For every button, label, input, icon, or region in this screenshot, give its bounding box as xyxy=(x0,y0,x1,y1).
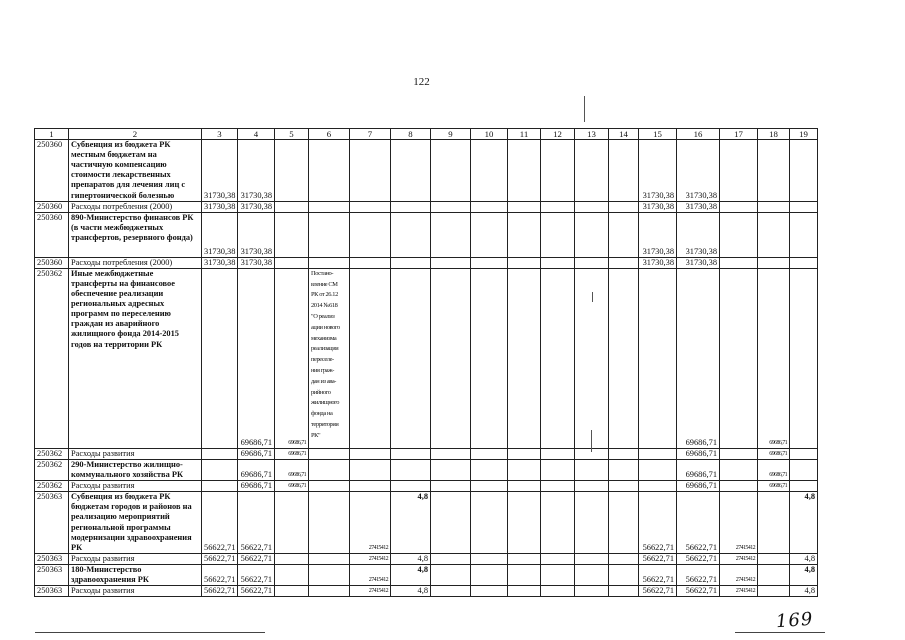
header-cell: 5 xyxy=(275,129,309,140)
note-line: Постано- xyxy=(311,269,334,277)
note-line: фонда на xyxy=(311,410,333,418)
value-cell: 56622,71 xyxy=(639,553,677,564)
footer-rule xyxy=(735,632,825,633)
empty-cell xyxy=(541,481,575,492)
value-cell: 27415412 xyxy=(720,564,758,585)
header-cell: 19 xyxy=(790,129,818,140)
value-cell xyxy=(275,201,309,212)
empty-cell xyxy=(609,257,639,268)
empty-cell xyxy=(471,201,508,212)
empty-cell xyxy=(471,268,508,448)
row-name: 180-Министерство здравоохранения РК xyxy=(69,564,202,585)
value-cell xyxy=(639,481,677,492)
empty-cell xyxy=(309,553,350,564)
value-cell: 27415412 xyxy=(720,586,758,597)
empty-cell xyxy=(471,459,508,480)
value-cell xyxy=(350,268,391,448)
value-cell xyxy=(350,201,391,212)
value-cell: 31730,38 xyxy=(238,257,275,268)
note-line: территории xyxy=(311,421,339,428)
empty-cell xyxy=(609,459,639,480)
value-cell xyxy=(720,448,758,459)
empty-cell xyxy=(431,257,471,268)
value-cell xyxy=(391,481,431,492)
value-cell: 69686,71 xyxy=(758,459,790,480)
note-line: жилищного xyxy=(311,399,340,407)
header-cell: 12 xyxy=(541,129,575,140)
table-row xyxy=(35,481,818,492)
value-cell: 56622,71 xyxy=(677,564,720,585)
table-row xyxy=(35,459,818,480)
header-cell: 1 xyxy=(35,129,69,140)
empty-cell xyxy=(431,586,471,597)
value-cell: 4,8 xyxy=(790,492,818,554)
empty-cell xyxy=(431,492,471,554)
note-line: ации нового xyxy=(311,323,340,331)
header-cell: 2 xyxy=(69,129,202,140)
table-row xyxy=(35,212,818,257)
value-cell: 56622,71 xyxy=(677,553,720,564)
value-cell xyxy=(391,212,431,257)
value-cell: 31730,38 xyxy=(202,212,238,257)
empty-cell xyxy=(541,459,575,480)
empty-cell xyxy=(575,140,609,202)
table-row xyxy=(35,201,818,212)
empty-cell xyxy=(431,212,471,257)
value-cell xyxy=(720,459,758,480)
value-cell xyxy=(720,268,758,448)
empty-cell xyxy=(508,481,541,492)
empty-cell xyxy=(541,564,575,585)
row-code: 250363 xyxy=(35,564,69,585)
value-cell xyxy=(758,564,790,585)
value-cell: 4,8 xyxy=(391,564,431,585)
scan-mark xyxy=(584,96,585,122)
value-cell: 27415412 xyxy=(720,492,758,554)
header-cell: 7 xyxy=(350,129,391,140)
value-cell xyxy=(790,459,818,480)
empty-cell xyxy=(508,268,541,448)
note-line: вление СМ xyxy=(311,280,338,288)
value-cell xyxy=(350,257,391,268)
value-cell xyxy=(790,448,818,459)
empty-cell xyxy=(471,492,508,554)
value-cell: 69686,71 xyxy=(275,481,309,492)
row-name: 290-Министерство жилищно-коммунального хозяйства РК xyxy=(69,459,202,480)
empty-cell xyxy=(471,448,508,459)
table-row xyxy=(35,140,818,202)
value-cell: 69686,71 xyxy=(275,448,309,459)
header-cell: 8 xyxy=(391,129,431,140)
header-cell: 3 xyxy=(202,129,238,140)
row-name: Расходы развития xyxy=(69,586,202,597)
value-cell: 4,8 xyxy=(391,553,431,564)
empty-cell xyxy=(508,586,541,597)
value-cell xyxy=(790,481,818,492)
value-cell: 31730,38 xyxy=(238,212,275,257)
row-code: 250360 xyxy=(35,257,69,268)
value-cell: 56622,71 xyxy=(639,564,677,585)
table-row xyxy=(35,586,818,597)
value-cell: 27415412 xyxy=(350,564,391,585)
header-cell: 13 xyxy=(575,129,609,140)
empty-cell xyxy=(541,257,575,268)
value-cell xyxy=(350,212,391,257)
value-cell xyxy=(790,257,818,268)
value-cell xyxy=(758,140,790,202)
header-cell: 16 xyxy=(677,129,720,140)
value-cell: 31730,38 xyxy=(202,201,238,212)
empty-cell xyxy=(431,201,471,212)
empty-cell xyxy=(541,140,575,202)
budget-table xyxy=(34,128,818,597)
value-cell: 56622,71 xyxy=(238,586,275,597)
empty-cell xyxy=(431,459,471,480)
header-row xyxy=(35,129,818,140)
note-line: РК от 26.12 xyxy=(311,291,338,299)
value-cell xyxy=(275,257,309,268)
empty-cell xyxy=(471,481,508,492)
empty-cell xyxy=(431,564,471,585)
value-cell xyxy=(758,553,790,564)
value-cell: 56622,71 xyxy=(639,492,677,554)
empty-cell xyxy=(609,212,639,257)
row-name: Расходы развития xyxy=(69,553,202,564)
value-cell: 56622,71 xyxy=(677,492,720,554)
empty-cell xyxy=(508,492,541,554)
empty-cell xyxy=(508,140,541,202)
value-cell: 69686,71 xyxy=(677,268,720,448)
value-cell: 69686,71 xyxy=(677,459,720,480)
empty-cell xyxy=(471,140,508,202)
value-cell xyxy=(790,212,818,257)
empty-cell xyxy=(508,459,541,480)
value-cell xyxy=(790,140,818,202)
empty-cell xyxy=(609,553,639,564)
row-code: 250363 xyxy=(35,492,69,554)
empty-cell xyxy=(541,212,575,257)
empty-cell xyxy=(609,564,639,585)
value-cell: 4,8 xyxy=(790,553,818,564)
row-code: 250360 xyxy=(35,212,69,257)
note-cell xyxy=(309,268,350,448)
value-cell: 4,8 xyxy=(790,564,818,585)
value-cell xyxy=(639,268,677,448)
value-cell xyxy=(639,459,677,480)
value-cell: 69686,71 xyxy=(238,459,275,480)
value-cell: 56622,71 xyxy=(202,553,238,564)
empty-cell xyxy=(309,492,350,554)
header-cell: 11 xyxy=(508,129,541,140)
row-name: Расходы развития xyxy=(69,481,202,492)
value-cell xyxy=(720,257,758,268)
value-cell: 31730,38 xyxy=(238,140,275,202)
value-cell: 56622,71 xyxy=(238,553,275,564)
value-cell: 69686,71 xyxy=(238,448,275,459)
empty-cell xyxy=(471,553,508,564)
table-row xyxy=(35,553,818,564)
value-cell: 69686,71 xyxy=(758,268,790,448)
empty-cell xyxy=(508,212,541,257)
value-cell xyxy=(758,201,790,212)
table-row xyxy=(35,268,818,448)
row-code: 250360 xyxy=(35,201,69,212)
empty-cell xyxy=(575,257,609,268)
value-cell: 31730,38 xyxy=(677,257,720,268)
value-cell xyxy=(720,481,758,492)
header-cell: 4 xyxy=(238,129,275,140)
value-cell xyxy=(350,459,391,480)
empty-cell xyxy=(309,586,350,597)
empty-cell xyxy=(431,448,471,459)
value-cell: 69686,71 xyxy=(275,459,309,480)
header-cell: 9 xyxy=(431,129,471,140)
empty-cell xyxy=(431,481,471,492)
value-cell xyxy=(202,481,238,492)
page-number: 122 xyxy=(413,76,430,88)
handwritten-signature: 169 xyxy=(775,608,815,633)
note-line: переселе- xyxy=(311,356,334,364)
table-row xyxy=(35,564,818,585)
value-cell xyxy=(275,553,309,564)
row-name: Расходы потребления (2000) xyxy=(69,257,202,268)
row-name: Субвенция из бюджета РК местным бюджетам на частичную компенсацию стоимости лекарственных препаратов для лечения лиц с гипертонической болезнью xyxy=(69,140,202,202)
empty-cell xyxy=(431,553,471,564)
value-cell xyxy=(391,448,431,459)
value-cell xyxy=(202,448,238,459)
value-cell xyxy=(202,459,238,480)
value-cell: 31730,38 xyxy=(202,257,238,268)
row-code: 250362 xyxy=(35,481,69,492)
value-cell xyxy=(350,481,391,492)
note-line: механизма xyxy=(311,334,337,342)
value-cell xyxy=(790,201,818,212)
empty-cell xyxy=(609,481,639,492)
value-cell xyxy=(720,201,758,212)
value-cell xyxy=(275,140,309,202)
value-cell: 56622,71 xyxy=(639,586,677,597)
value-cell xyxy=(790,268,818,448)
empty-cell xyxy=(541,586,575,597)
empty-cell xyxy=(609,140,639,202)
value-cell xyxy=(275,492,309,554)
value-cell: 69686,71 xyxy=(275,268,309,448)
empty-cell xyxy=(575,459,609,480)
empty-cell xyxy=(309,140,350,202)
value-cell xyxy=(391,459,431,480)
note-line: "О реализ xyxy=(311,313,335,321)
header-cell: 18 xyxy=(758,129,790,140)
value-cell xyxy=(391,140,431,202)
empty-cell xyxy=(431,268,471,448)
table-row xyxy=(35,492,818,554)
value-cell: 31730,38 xyxy=(639,140,677,202)
empty-cell xyxy=(471,257,508,268)
scan-mark xyxy=(592,292,593,302)
empty-cell xyxy=(309,481,350,492)
table-row xyxy=(35,257,818,268)
value-cell: 27415412 xyxy=(720,553,758,564)
empty-cell xyxy=(575,212,609,257)
empty-cell xyxy=(309,212,350,257)
empty-cell xyxy=(541,268,575,448)
value-cell xyxy=(202,268,238,448)
value-cell: 31730,38 xyxy=(639,212,677,257)
empty-cell xyxy=(309,201,350,212)
value-cell: 31730,38 xyxy=(202,140,238,202)
value-cell: 69686,71 xyxy=(238,268,275,448)
row-name: 890-Министерство финансов РК (в части межбюджетных трансфертов, резервного фонда) xyxy=(69,212,202,257)
empty-cell xyxy=(609,448,639,459)
value-cell: 27415412 xyxy=(350,492,391,554)
empty-cell xyxy=(471,564,508,585)
empty-cell xyxy=(508,257,541,268)
empty-cell xyxy=(309,257,350,268)
empty-cell xyxy=(309,564,350,585)
value-cell xyxy=(275,586,309,597)
empty-cell xyxy=(541,201,575,212)
row-name: Расходы потребления (2000) xyxy=(69,201,202,212)
value-cell xyxy=(350,448,391,459)
row-name: Субвенция из бюджета РК бюджетам городов и районов на реализацию мероприятий региональной программы модернизации здравоохранения РК xyxy=(69,492,202,554)
value-cell: 27415412 xyxy=(350,586,391,597)
value-cell: 56622,71 xyxy=(238,564,275,585)
empty-cell xyxy=(471,212,508,257)
value-cell xyxy=(275,212,309,257)
value-cell xyxy=(391,268,431,448)
empty-cell xyxy=(541,448,575,459)
row-code: 250362 xyxy=(35,448,69,459)
value-cell xyxy=(758,257,790,268)
value-cell xyxy=(758,586,790,597)
value-cell: 69686,71 xyxy=(758,448,790,459)
empty-cell xyxy=(508,553,541,564)
empty-cell xyxy=(309,459,350,480)
row-code: 250362 xyxy=(35,268,69,448)
row-name: Иные межбюджетные трансферты на финансовое обеспечение реализации региональных адресных программ по переселению граждан из аварийного жилищного фонда 2014-2015 годов на территории РК xyxy=(69,268,202,448)
note-line: дан из ава- xyxy=(311,377,336,385)
value-cell xyxy=(720,212,758,257)
header-cell: 6 xyxy=(309,129,350,140)
header-cell: 17 xyxy=(720,129,758,140)
value-cell: 31730,38 xyxy=(639,257,677,268)
value-cell: 56622,71 xyxy=(202,586,238,597)
empty-cell xyxy=(609,492,639,554)
empty-cell xyxy=(471,586,508,597)
value-cell xyxy=(639,448,677,459)
empty-cell xyxy=(609,268,639,448)
header-cell: 14 xyxy=(609,129,639,140)
value-cell xyxy=(391,257,431,268)
value-cell: 31730,38 xyxy=(677,212,720,257)
value-cell xyxy=(758,212,790,257)
empty-cell xyxy=(575,586,609,597)
note-line: РК" xyxy=(311,431,321,439)
value-cell: 56622,71 xyxy=(677,586,720,597)
value-cell: 56622,71 xyxy=(202,492,238,554)
value-cell xyxy=(720,140,758,202)
value-cell: 27415412 xyxy=(350,553,391,564)
note-line: реализации xyxy=(311,345,339,353)
value-cell: 31730,38 xyxy=(677,140,720,202)
empty-cell xyxy=(431,140,471,202)
row-name: Расходы развития xyxy=(69,448,202,459)
empty-cell xyxy=(575,481,609,492)
value-cell: 69686,71 xyxy=(677,481,720,492)
value-cell: 69686,71 xyxy=(238,481,275,492)
value-cell xyxy=(350,140,391,202)
empty-cell xyxy=(508,564,541,585)
note-line: 2014 №618 xyxy=(311,302,338,310)
row-code: 250363 xyxy=(35,553,69,564)
row-code: 250363 xyxy=(35,586,69,597)
row-code: 250362 xyxy=(35,459,69,480)
value-cell xyxy=(758,492,790,554)
table-row xyxy=(35,448,818,459)
empty-cell xyxy=(609,586,639,597)
empty-cell xyxy=(575,553,609,564)
value-cell: 4,8 xyxy=(790,586,818,597)
value-cell: 56622,71 xyxy=(202,564,238,585)
empty-cell xyxy=(541,492,575,554)
value-cell: 4,8 xyxy=(391,492,431,554)
empty-cell xyxy=(575,492,609,554)
value-cell: 31730,38 xyxy=(238,201,275,212)
header-cell: 15 xyxy=(639,129,677,140)
value-cell: 31730,38 xyxy=(639,201,677,212)
value-cell: 69686,71 xyxy=(677,448,720,459)
empty-cell xyxy=(508,201,541,212)
value-cell: 31730,38 xyxy=(677,201,720,212)
footer-rule xyxy=(35,632,265,633)
empty-cell xyxy=(609,201,639,212)
value-cell: 69686,71 xyxy=(758,481,790,492)
header-cell: 10 xyxy=(471,129,508,140)
empty-cell xyxy=(309,448,350,459)
empty-cell xyxy=(575,201,609,212)
empty-cell xyxy=(508,448,541,459)
value-cell: 56622,71 xyxy=(238,492,275,554)
value-cell xyxy=(391,201,431,212)
scan-mark xyxy=(591,430,592,452)
note-line: рийного xyxy=(311,388,331,396)
value-cell: 4,8 xyxy=(391,586,431,597)
empty-cell xyxy=(541,553,575,564)
note-line: ния граж- xyxy=(311,367,334,375)
empty-cell xyxy=(575,564,609,585)
row-code: 250360 xyxy=(35,140,69,202)
value-cell xyxy=(275,564,309,585)
